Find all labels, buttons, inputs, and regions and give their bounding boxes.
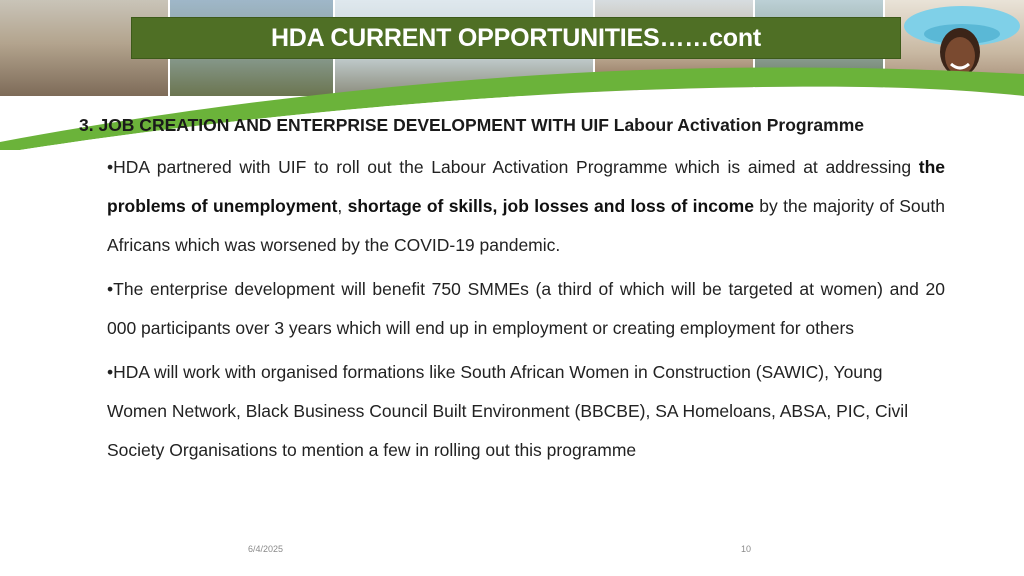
footer-date: 6/4/2025 [248, 544, 284, 554]
paragraph-text: HDA partnered with UIF to roll out the Labour Activation Programme which is aimed at addressing [113, 157, 919, 177]
bullet-marker: • [107, 362, 114, 382]
content-body [107, 148, 945, 475]
bullet-paragraph-enterprise-development [107, 270, 945, 348]
section-heading: 3. JOB CREATION AND ENTERPRISE DEVELOPMENT WITH UIF Labour Activation Programme [79, 115, 864, 135]
page-title: HDA CURRENT OPPORTUNITIES……cont [270, 23, 762, 52]
paragraph-text: The enterprise development will benefit 750 SMMEs (a third of which will be targeted at women) and 20 000 participants over 3 years which will end up in employment or creating employment for others [107, 279, 945, 338]
title-bar [131, 17, 901, 59]
emphasis-text: shortage of skills, job losses and loss of income [347, 196, 754, 216]
bullet-marker: • [107, 157, 114, 177]
emphasis-text: the problems of unemployment [107, 157, 945, 216]
bullet-paragraph-uif-partnership [107, 148, 945, 265]
bullet-paragraph-organised-formations [107, 353, 945, 470]
paragraph-text: , [337, 196, 348, 216]
paragraph-text: by the majority of South Africans which was worsened by the COVID-19 pandemic. [107, 196, 945, 255]
footer-page-number: 10 [741, 544, 752, 554]
paragraph-text: HDA will work with organised formations like South African Women in Construction (SAWIC), Young Women Network, Black Business Council Built Environment (BBCBE), SA Homeloans, ABSA, PIC, Civil Society Organisations to mention a few in rolling out this programme [107, 362, 909, 460]
bullet-marker: • [107, 279, 114, 299]
